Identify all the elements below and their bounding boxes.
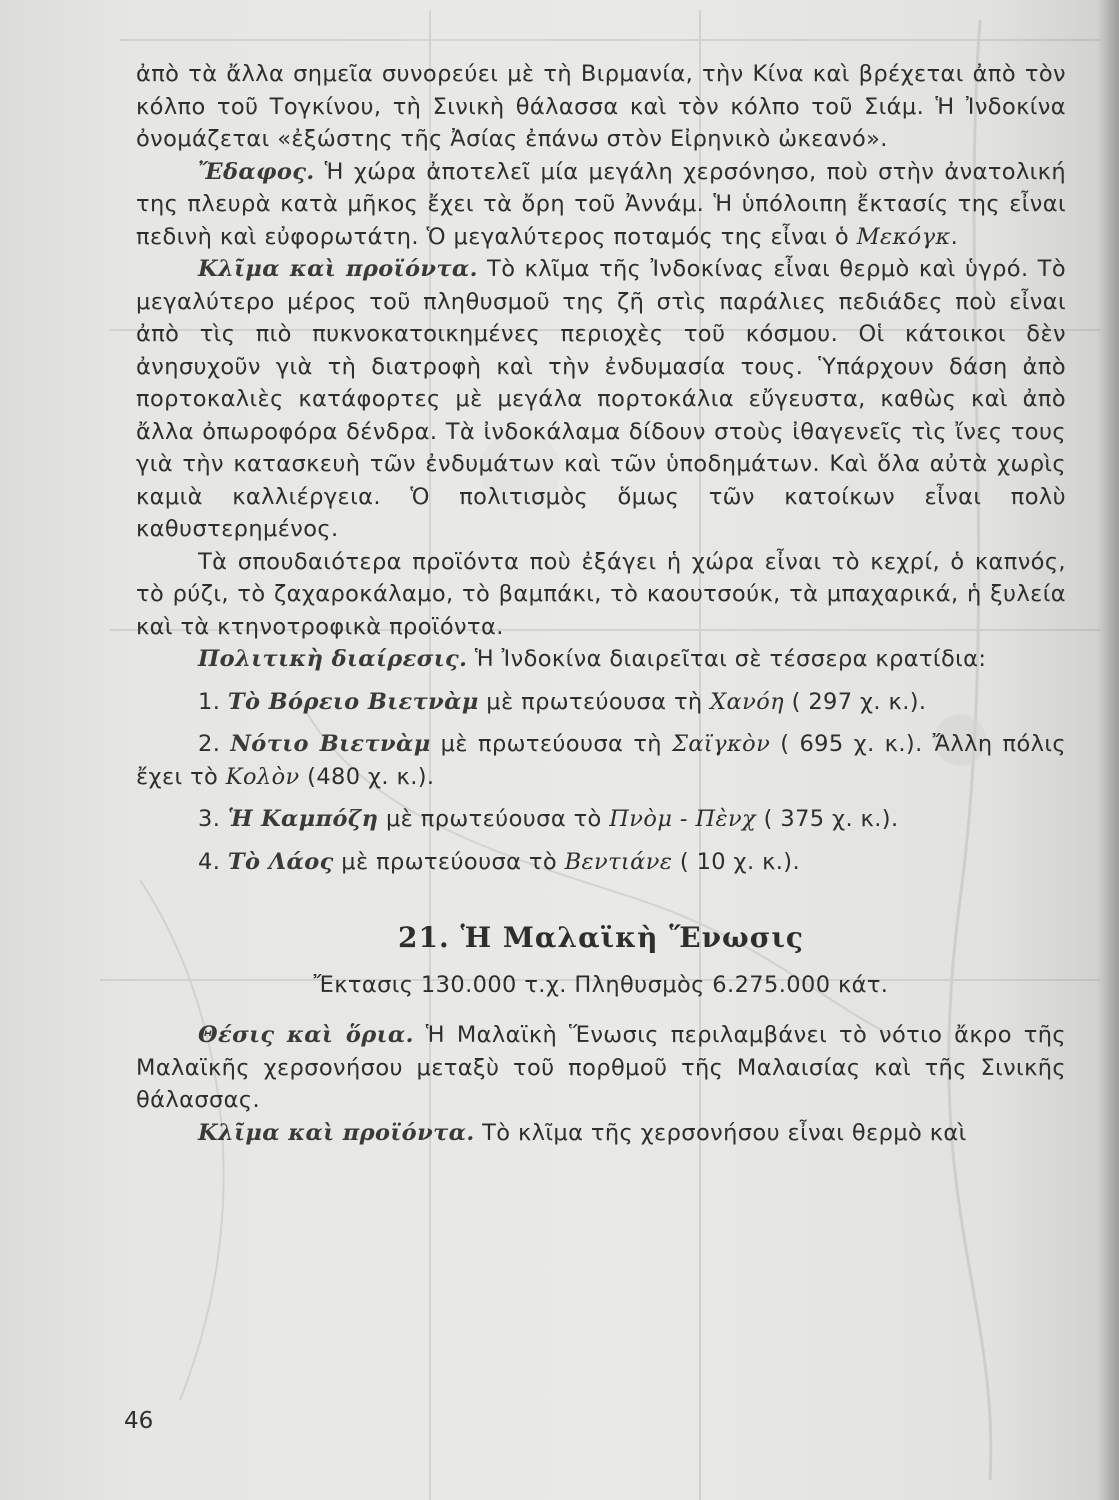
paragraph-political: [136, 643, 1066, 676]
political-heading: Πολιτικὴ διαίρεσις.: [198, 646, 468, 672]
body-text: [136, 58, 1066, 1149]
soil-heading: Ἔδαφος.: [198, 158, 315, 185]
climate-text: Τὸ κλῖμα τῆς Ἰνδοκίνας εἶναι θερμὸ καὶ ὑγρό. Τὸ μεγαλύτερο μέρος τοῦ πληθυσμοῦ της ζῆ στὶς παράλιες πεδιάδες ποὺ εἶναι ἀπὸ τὶς πιὸ πυκνοκατοικημένες περιοχὲς τοῦ κόσμου. Οἱ κάτοικοι δὲν ἀνησυχοῦν γιὰ τὴ διατροφὴ καὶ τὴν ἐνδυμασία τους. Ὑπάρχουν δάση ἀπὸ πορτοκαλιὲς κατάφορτες μὲ μεγάλα πορτοκάλια εὔγευστα, καθὼς καὶ ἀπὸ ἄλλα ὀπωροφόρα δένδρα. Τὰ ἰνδοκάλαμα δίδουν στοὺς ἰθαγενεῖς τὶς ἴνες τους γιὰ τὴν κατασκευὴ τῶν ἐνδυμάτων καὶ τῶν ὑποδημάτων. Καὶ ὅλα αὐτὰ χωρὶς καμιὰ καλλιέργεια. Ὁ πολιτισμὸς ὅμως τῶν κατοίκων εἶναι πολὺ καθυστερημένος.: [136, 256, 1066, 542]
paragraph-borders: ἀπὸ τὰ ἄλλα σημεῖα συνορεύει μὲ τὴ Βιρμανία, τὴν Κίνα καὶ βρέχεται ἀπὸ τὸν κόλπο τοῦ Τογκίνου, τὴ Σινικὴ θάλασσα καὶ τὸν κόλπο τοῦ Σιάμ. Ἡ Ἰνδοκίνα ὀνομάζεται «ἐξώστης τῆς Ἀσίας ἐπάνω στὸν Εἰρηνικὸ ὠκεανό».: [136, 61, 1066, 152]
page-number: 46: [124, 1408, 154, 1434]
paragraph-soil: Ἔδαφος. Ἡ χώρα ἀποτελεῖ μία μεγάλη χερσόνησο, ποὺ στὴν ἀνατολική της πλευρὰ κατὰ μῆκος ἔχει τὰ ὄρη τοῦ Ἀννάμ. Ἡ ὑπόλοιπη ἔκτασίς της εἶναι πεδινὴ καὶ εὐφορωτάτη. Ὁ μεγαλύτερος ποταμός της εἶναι ὁ Μεκόγκ.: [136, 158, 1066, 250]
page-edge-shadow: [1097, 0, 1119, 1500]
climate-heading: Κλῖμα καὶ προϊόντα.: [198, 256, 478, 282]
position-heading: Θέσις καὶ ὅρια.: [198, 1022, 414, 1048]
paragraph-position: Θέσις καὶ ὅρια. Ἡ Μαλαϊκὴ Ἕνωσις περιλαμβάνει τὸ νότιο ἄκρο τῆς Μαλαϊκῆς χερσονήσου μεταξὺ τοῦ πορθμοῦ τῆς Μαλαισίας καὶ τῆς Σινικῆς θάλασσας.: [136, 1022, 1066, 1113]
soil-text: Ἡ χώρα ἀποτελεῖ μία μεγάλη χερσόνησο, ποὺ στὴν ἀνατολική της πλευρὰ κατὰ μῆκος ἔχει τὰ ὄρη τοῦ Ἀννάμ. Ἡ ὑπόλοιπη ἔκτασίς της εἶναι πεδινὴ καὶ εὐφορωτάτη. Ὁ μεγαλύτερος ποταμός της εἶναι ὁ: [136, 158, 1066, 250]
paragraph-climate: [136, 253, 1066, 546]
section-stats: Ἔκτασις 130.000 τ.χ. Πληθυσμὸς 6.275.000 κάτ.: [313, 971, 889, 998]
malay-climate-heading: Κλῖμα καὶ προϊόντα.: [198, 1119, 475, 1146]
political-text: Ἡ Ἰνδοκίνα διαιρεῖται σὲ τέσσερα κρατίδια:: [467, 646, 987, 672]
list-item-south-vietnam: 2. Νότιο Βιετνὰμ μὲ πρωτεύουσα τὴ Σαϊγκὸν ( 695 χ. κ.). Ἄλλη πόλις ἔχει τὸ Κολὸν (480 χ. κ.).: [136, 731, 1066, 790]
paragraph-products: Τὰ σπουδαιότερα προϊόντα ποὺ ἐξάγει ἡ χώρα εἶναι τὸ κεχρί, ὁ καπνός, τὸ ρύζι, τὸ ζαχαροκάλαμο, τὸ βαμπάκι, τὸ καουτσούκ, τὰ μπαχαρικά, ἡ ξυλεία καὶ τὰ κτηνοτροφικὰ προϊόντα.: [136, 548, 1066, 640]
paragraph-malay-climate: Κλῖμα καὶ προϊόντα. Τὸ κλῖμα τῆς χερσονήσου εἶναι θερμὸ καὶ: [198, 1119, 967, 1146]
list-item-north-vietnam: 1. Τὸ Βόρειο Βιετνὰμ μὲ πρωτεύουσα τὴ Χανόη ( 297 χ. κ.).: [198, 688, 927, 715]
soil-river: Μεκόγκ: [856, 223, 951, 250]
section-title: 21. Ἡ Μαλαϊκὴ Ἕνωσις: [398, 921, 804, 954]
list-item-laos: 4. Τὸ Λάος μὲ πρωτεύουσα τὸ Βεντιάνε ( 10 χ. κ.).: [198, 848, 801, 875]
list-item-cambodia: 3. Ἡ Καμπόζη μὲ πρωτεύουσα τὸ Πνὸμ - Πὲνχ ( 375 χ. κ.).: [198, 806, 899, 832]
